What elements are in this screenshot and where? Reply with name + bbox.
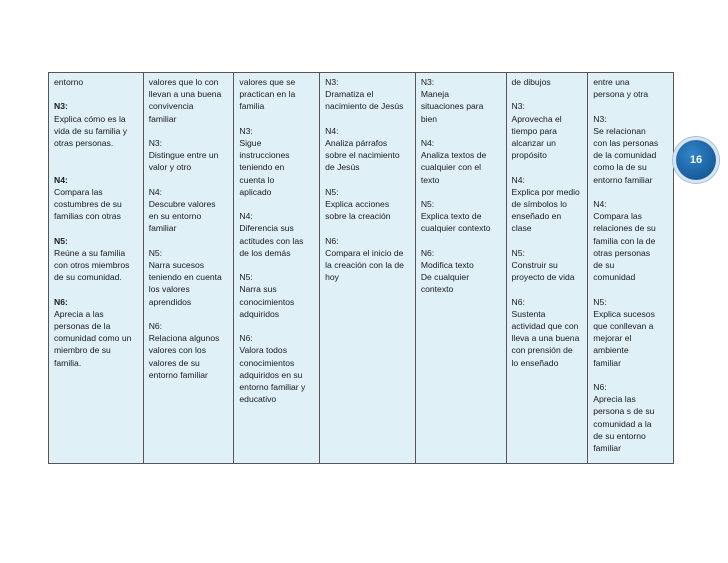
cell-text-line: familia con la de [593, 235, 656, 246]
cell-text-line [239, 320, 316, 332]
cell-text-line: mejorar el [593, 333, 632, 344]
cell-text-line [239, 259, 316, 271]
cell-text-line: N5: [593, 296, 607, 307]
cell-text-line: Compara las [593, 211, 642, 222]
cell-text-line [149, 235, 231, 247]
cell-text-line: Narra sucesos [148, 260, 205, 270]
cell-text-line: Analiza textos de [420, 150, 487, 161]
cell-text-line: actitudes con las [239, 235, 304, 246]
cell-text-line: N4: [325, 125, 339, 136]
cell-text-line: relaciones de su [593, 223, 656, 234]
cell-text-line: familiar [593, 357, 621, 368]
cell-text-line [512, 235, 585, 247]
cell-text-line [149, 308, 231, 320]
cell-text-line: adquiridos [239, 308, 280, 319]
cell-text-line [239, 113, 316, 125]
cell-text-line: Compara el inicio de [325, 247, 404, 258]
cell-text-line: entorno familiar [593, 174, 653, 185]
cell-text-line: de su [593, 260, 615, 271]
cell-text-line: practican en la [239, 89, 296, 100]
cell-text-line: Aprecia a las [54, 308, 104, 319]
cell-text-line: en su entorno [148, 211, 202, 222]
cell-text-line: enseñado en [511, 211, 562, 222]
cell-text-line [149, 174, 231, 186]
cell-text-line: ambiente [593, 345, 629, 356]
cell-text-line: llevan a una buena [148, 89, 222, 100]
cell-text-line: Narra sus [239, 284, 277, 295]
cell-text-line: N5: [511, 247, 525, 258]
cell-text-line [593, 100, 670, 112]
cell-text-line: bien [420, 113, 438, 124]
curriculum-table [48, 72, 674, 464]
cell-text-line: como la de su [593, 162, 647, 173]
cell-text-line: De cualquier [420, 272, 470, 283]
cell-text-line: de su entorno [593, 430, 646, 441]
cell-text-line: N3: [54, 101, 68, 112]
cell-text-line: situaciones para [420, 101, 484, 112]
cell-text-line: nacimiento de Jesús [325, 101, 404, 112]
cell-text-line: hoy [325, 272, 339, 283]
table-column-2 [144, 73, 235, 463]
cell-text-line: Maneja [420, 89, 449, 100]
cell-text-line: valor y otro [148, 162, 192, 173]
cell-text-line: miembro de su [54, 345, 111, 356]
table-column-4 [320, 73, 416, 463]
cell-text-line: actividad que con [511, 321, 579, 331]
cell-text-line: N6: [239, 333, 253, 344]
cell-text-line [325, 174, 412, 186]
cell-text-line: lo enseñado [511, 357, 559, 368]
cell-text-line [512, 88, 585, 100]
cell-text-line: N3: [593, 113, 607, 124]
cell-text-line: N5: [420, 199, 435, 209]
cell-text-line: entorno familiar y [239, 382, 306, 393]
cell-text-line: conocimientos [239, 357, 295, 368]
table-column-5 [416, 73, 507, 463]
cell-text-line: con prensión de [511, 345, 573, 356]
cell-text-line: Reúne a su familia [54, 247, 126, 258]
cell-text-line [593, 369, 670, 381]
cell-text-line: Explica cómo es la [54, 113, 126, 124]
cell-text-line [512, 161, 585, 173]
cell-text-line [54, 88, 140, 100]
cell-text-line: otras personas [593, 247, 651, 258]
cell-text-line: familia. [54, 357, 82, 368]
cell-text-line: contexto [420, 284, 454, 295]
cell-text-line: alcanzar un [511, 138, 556, 148]
cell-text-line: N4: [420, 138, 435, 148]
cell-text-line [54, 149, 140, 161]
cell-text-line: comunidad como un [54, 333, 132, 344]
cell-text-line: cualquier con el [420, 162, 482, 173]
cell-text-line: personas de la [54, 320, 111, 331]
cell-text-line [593, 186, 670, 198]
cell-text-line: costumbres de su [54, 198, 122, 209]
table-column-1 [49, 73, 144, 463]
cell-text-line: entorno familiar [148, 369, 208, 380]
cell-text-line: la creación con la de [325, 260, 404, 270]
cell-text-line: teniendo en cuenta [148, 272, 222, 283]
table-column-6 [507, 73, 589, 463]
cell-text-line: Explica por medio [511, 186, 580, 197]
cell-text-line: Se relacionan [593, 125, 646, 136]
cell-text-line: N6: [325, 235, 339, 246]
cell-text-line: familiar [148, 113, 177, 124]
cell-text-line: los valores [148, 284, 190, 295]
cell-text-line: educativo [239, 394, 277, 405]
cell-text-line: familia [239, 101, 265, 112]
cell-text-line: vida de su familia y [54, 125, 128, 136]
cell-text-line: de símbolos lo [511, 199, 567, 209]
cell-text-line: familiar [593, 443, 621, 454]
cell-text-line: N3: [239, 125, 253, 136]
cell-text-line: entorno [54, 77, 84, 87]
cell-text-line: de la comunidad [593, 150, 657, 161]
cell-text-line: Construir su [511, 260, 558, 270]
cell-text-line [512, 283, 585, 295]
cell-text-line: Sigue [239, 138, 262, 148]
cell-text-line: de su comunidad. [54, 272, 122, 283]
cell-text-line: Explica texto de [420, 211, 482, 222]
cell-text-line: Valora todos [239, 345, 288, 356]
cell-text-line: entre una [593, 77, 630, 87]
cell-text-line: comunidad [593, 272, 636, 283]
cell-text-line: Explica acciones [325, 199, 390, 209]
cell-text-line: adquiridos en su [239, 369, 303, 380]
cell-text-line: clase [511, 223, 532, 234]
cell-text-line [421, 235, 503, 247]
cell-text-line: texto [420, 174, 440, 185]
cell-text-line: comunidad a la [593, 418, 652, 429]
cell-text-line: N5: [325, 186, 339, 197]
cell-text-line: sobre la creación [325, 211, 391, 222]
cell-text-line: persona s de su [593, 406, 655, 417]
cell-text-line: N6: [511, 296, 525, 307]
cell-text-line: N3: [148, 138, 163, 148]
cell-text-line: N5: [148, 247, 163, 258]
cell-text-line: familias con otras [54, 211, 121, 222]
table-column-7 [588, 73, 673, 463]
cell-text-line: valores de su [148, 357, 200, 368]
cell-text-line: N5: [54, 235, 68, 246]
cell-text-line: N4: [148, 186, 163, 197]
cell-text-line [421, 186, 503, 198]
cell-text-line [239, 198, 316, 210]
cell-text-line: N3: [325, 77, 339, 87]
cell-text-line: Aprovecha el [511, 113, 562, 124]
cell-text-line: N6: [420, 247, 435, 258]
cell-text-line: valores que se [239, 77, 296, 87]
cell-text-line: teniendo en [239, 162, 285, 173]
cell-text-line: familiar [148, 223, 177, 234]
cell-text-line: de los demás [239, 247, 291, 258]
cell-text-line: N6: [148, 321, 163, 331]
cell-text-line: Relaciona algunos [148, 333, 220, 344]
cell-text-line: sobre el nacimiento [325, 150, 400, 161]
cell-text-line: Sustenta [511, 308, 546, 319]
cell-text-line: Distingue entre un [148, 150, 219, 161]
cell-text-line: N3: [420, 77, 435, 87]
cell-text-line [325, 113, 412, 125]
cell-text-line: N4: [511, 174, 525, 185]
cell-text-line: convivencia [148, 101, 194, 112]
cell-text-line: lleva a una buena [511, 333, 580, 344]
cell-text-line: instrucciones [239, 150, 290, 161]
table-column-3 [234, 73, 320, 463]
cell-text-line: Compara las [54, 186, 103, 197]
cell-text-line: Diferencia sus [239, 223, 294, 234]
cell-text-line: N6: [54, 296, 68, 307]
cell-text-line: con las personas [593, 138, 659, 148]
cell-text-line: proyecto de vida [511, 272, 575, 283]
cell-text-line: persona y otra [593, 89, 649, 100]
cell-text-line [54, 222, 140, 234]
cell-text-line: N5: [239, 272, 253, 283]
page-number-badge: 16 [676, 140, 716, 180]
cell-text-line: Dramatiza el [325, 89, 374, 100]
cell-text-line [325, 222, 412, 234]
cell-text-line: con otros miembros [54, 259, 130, 270]
cell-text-line [54, 283, 140, 295]
cell-text-line: tiempo para [511, 125, 557, 136]
cell-text-line: Aprecia las [593, 394, 636, 405]
cell-text-line: aprendidos [148, 296, 192, 307]
cell-text-line: valores que lo con [148, 77, 219, 87]
cell-text-line: Modifica texto [420, 260, 474, 270]
cell-text-line: aplicado [239, 186, 272, 197]
cell-text-line: propósito [511, 150, 547, 161]
cell-text-line [593, 283, 670, 295]
cell-text-line: Descubre valores [148, 199, 216, 209]
cell-text-line [421, 125, 503, 137]
cell-text-line: que conllevan a [593, 321, 654, 332]
cell-text-line: N4: [239, 211, 253, 222]
cell-text-line: N6: [593, 382, 607, 393]
cell-text-line: cualquier contexto [420, 223, 491, 234]
cell-text-line: N4: [593, 199, 607, 209]
cell-text-line: otras personas. [54, 138, 114, 148]
cell-text-line: valores con los [148, 345, 207, 356]
cell-text-line: conocimientos [239, 296, 295, 307]
cell-text-line: de Jesús [325, 162, 360, 173]
cell-text-line: N4: [54, 174, 68, 185]
cell-text-line: N3: [511, 101, 525, 112]
cell-text-line: Explica sucesos [593, 308, 655, 319]
cell-text-line [149, 125, 231, 137]
cell-text-line: de dibujos [511, 77, 551, 87]
cell-text-line [54, 161, 140, 173]
cell-text-line: Analiza párrafos [325, 138, 388, 148]
cell-text-line: cuenta lo [239, 174, 275, 185]
